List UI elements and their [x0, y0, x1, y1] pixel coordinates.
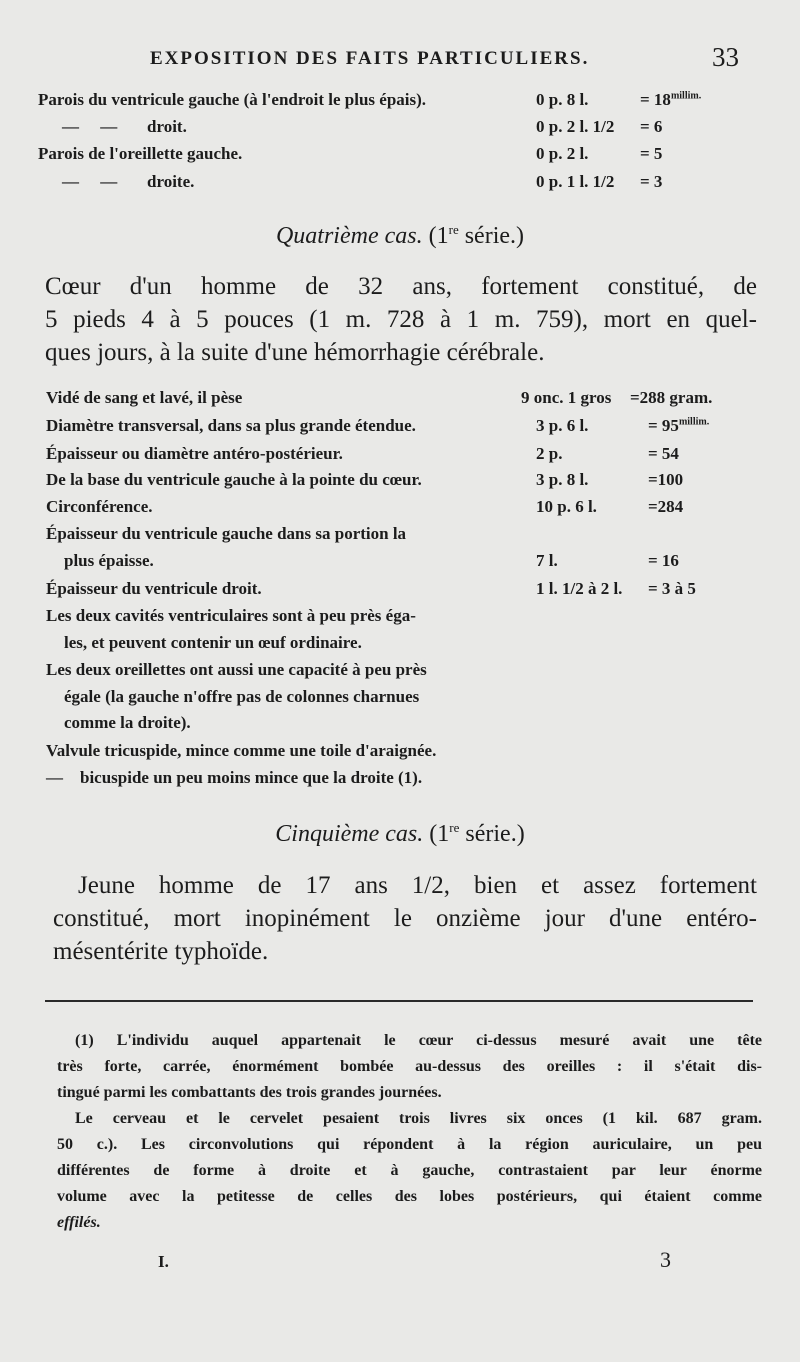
measure-row — [0, 606, 800, 632]
measure-row — [0, 579, 800, 605]
measure-equivalent: = $18^{millim.}$ — [640, 90, 702, 109]
measure-label: — — droite. — [62, 172, 195, 191]
measure-row — [0, 144, 800, 170]
measure-label: De la base du ventricule gauche à la pointe du cœur. — [46, 470, 422, 489]
measure-row — [0, 741, 800, 767]
measure-label: Circonférence. — [46, 497, 153, 516]
case-5-name: Cinquième cas. — [275, 821, 424, 847]
measure-row — [0, 633, 800, 659]
signature-volume: I. — [158, 1252, 169, 1271]
measure-value: 3 p. 6 l. — [536, 416, 589, 435]
measure-label: Vidé de sang et lavé, il pèse — [46, 388, 243, 407]
measure-label: Parois du ventricule gauche (à l'endroit le plus épais). — [38, 90, 427, 109]
measure-equivalent: =100 — [648, 470, 684, 489]
page-number: 33 — [712, 42, 739, 72]
measure-value: 0 p. 2 l. — [536, 144, 589, 163]
measure-row — [0, 768, 800, 794]
measure-label: Épaisseur ou diamètre antéro-postérieur. — [46, 444, 343, 463]
measure-row — [0, 497, 800, 523]
measure-row — [0, 388, 800, 414]
measure-value: 0 p. 1 l. 1/2 — [536, 172, 615, 191]
measure-label: Valvule tricuspide, mince comme une toile d'araignée. — [46, 741, 437, 760]
measure-equivalent: = 3 à 5 — [648, 579, 696, 598]
measure-row — [0, 660, 800, 686]
measure-value: 10 p. 6 l. — [536, 497, 597, 516]
footnote-separator — [45, 1000, 753, 1002]
footnote: (1) L'individu auquel appartenait le cœur ci-dessus mesuré avait une tête très forte, carrée, énormément bombée au-dessus des oreilles : il s'était dis- tingué parmi les combattants des trois grandes journées. Le cerveau et le cervelet pesaient trois livres six onces (1 kil. 687 gram. 50 c.). Les circonvolutions qui répondent à la région auriculaire, un peu différentes de forme à droite et à gauche, contrastaient par leur énorme volume avec la petitesse de celles des lobes postérieurs, qui étaient comme effilés. — [57, 1032, 762, 1231]
case-4-intro: Cœur d'un homme de 32 ans, fortement constitué, de 5 pieds 4 à 5 pouces (1 m. 728 à 1 m. 759), mort en quel- ques jours, à la suite d'une hémorrhagie cérébrale. — [45, 273, 757, 366]
signature-sheet: 3 — [660, 1247, 671, 1272]
measure-row — [0, 687, 800, 713]
measure-label: comme la droite). — [64, 713, 191, 732]
case-4-title: Quatrième cas. (1re série.) — [275, 222, 525, 249]
measure-row — [0, 117, 800, 143]
measure-row — [0, 444, 800, 470]
case-5-title: Cinquième cas. (1re série.) — [275, 820, 525, 847]
measure-value: 2 p. — [536, 444, 563, 463]
measure-value: 9 onc. 1 gros — [521, 388, 612, 407]
measure-value: 3 p. 8 l. — [536, 470, 589, 489]
measure-label: Épaisseur du ventricule droit. — [46, 579, 262, 598]
measure-label: les, et peuvent contenir un œuf ordinaire. — [64, 633, 362, 652]
measure-label: Les deux cavités ventriculaires sont à peu près éga- — [46, 606, 416, 625]
measure-value: 1 l. 1/2 à 2 l. — [536, 579, 623, 598]
measure-equivalent: = 16 — [648, 551, 679, 570]
measure-label: Diamètre transversal, dans sa plus grande étendue. — [46, 416, 416, 435]
measure-row — [0, 416, 800, 442]
measure-label: Épaisseur du ventricule gauche dans sa portion la — [46, 524, 407, 543]
measure-label: — bicuspide un peu moins mince que la droite (1). — [46, 768, 423, 787]
case-4-name: Quatrième cas. — [275, 223, 423, 249]
measure-equivalent: =284 — [648, 497, 684, 516]
measure-label: Parois de l'oreillette gauche. — [38, 144, 243, 163]
measure-row — [0, 713, 800, 739]
measure-value: 7 l. — [536, 551, 558, 570]
measure-row — [0, 551, 800, 577]
measure-row — [0, 172, 800, 198]
measure-row — [0, 90, 800, 116]
measure-row — [0, 524, 800, 550]
running-header: EXPOSITION DES FAITS PARTICULIERS. — [150, 48, 590, 69]
measure-label: — — droit. — [62, 117, 187, 136]
measure-equivalent: = 54 — [648, 444, 679, 463]
case-5-intro: Jeune homme de 17 ans 1/2, bien et assez fortement constitué, mort inopinément le onzième jour d'une entéro- mésentérite typhoïde. — [53, 872, 757, 965]
measure-row — [0, 470, 800, 496]
measure-label: égale (la gauche n'offre pas de colonnes charnues — [64, 687, 420, 706]
measure-equivalent: = 3 — [640, 172, 663, 191]
measure-equivalent: = 6 — [640, 117, 663, 136]
measure-label: Les deux oreillettes ont aussi une capacité à peu près — [46, 660, 427, 679]
measure-value: 0 p. 2 l. 1/2 — [536, 117, 615, 136]
measure-equivalent: = $95^{millim.}$ — [648, 416, 710, 435]
measure-equivalent: = 5 — [640, 144, 663, 163]
measure-value: 0 p. 8 l. — [536, 90, 589, 109]
measure-label: plus épaisse. — [64, 551, 154, 570]
measure-equivalent: =288 gram. — [630, 388, 713, 407]
